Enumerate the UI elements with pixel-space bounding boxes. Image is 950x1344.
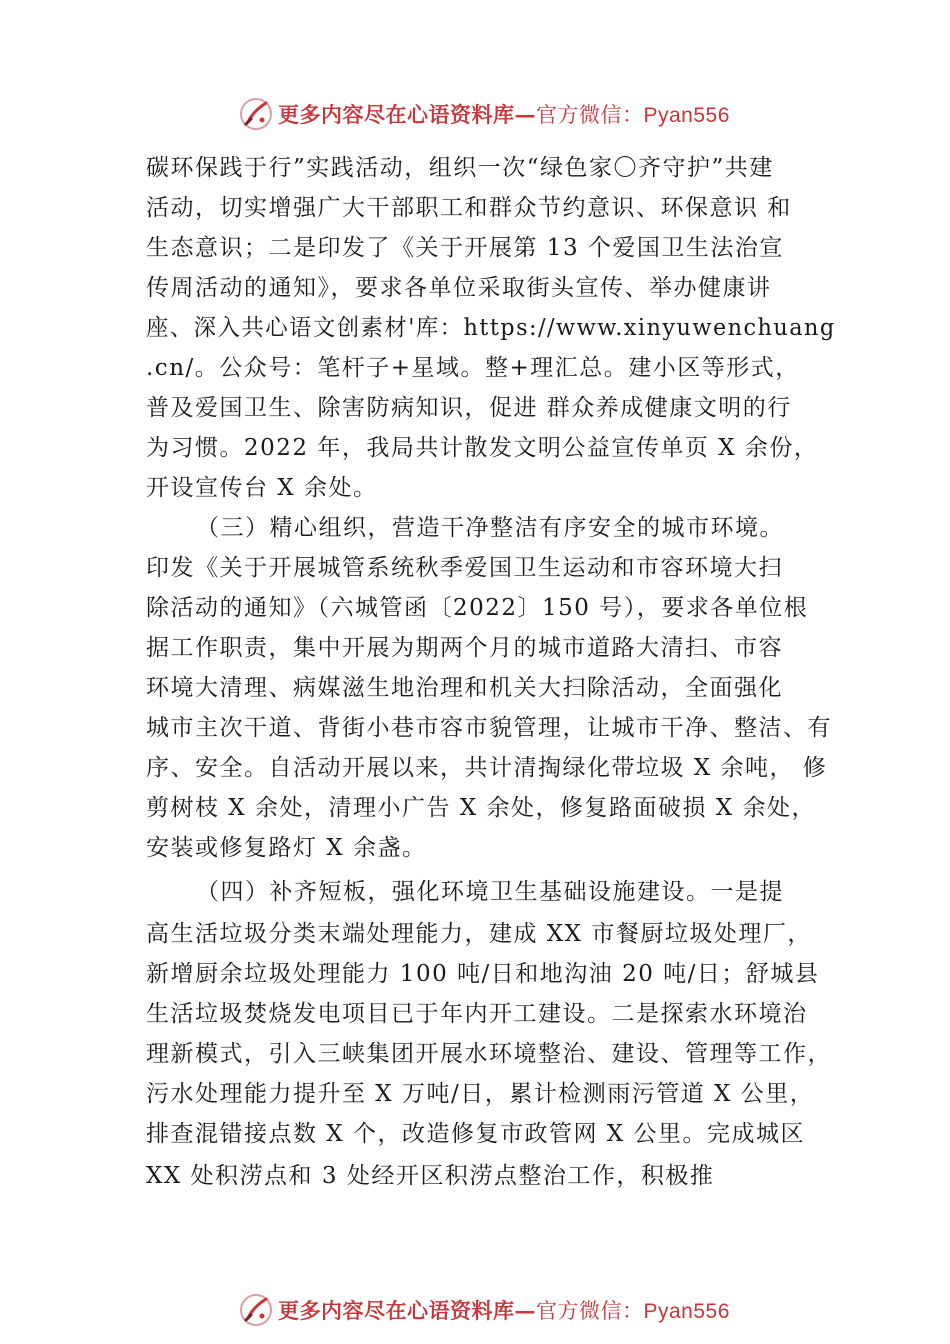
body-line: 高生活垃圾分类末端处理能力，建成 XX 市餐厨垃圾处理厂， — [146, 921, 812, 947]
body-line: 为习惯。2022 年，我局共计散发文明公益宣传单页 X 余份， — [146, 435, 819, 461]
footer-wechat-id: Pyan556 — [643, 1300, 730, 1323]
body-line: 碳环保践于行”实践活动，组织一次“绿色家〇齐守护”共建 — [146, 155, 774, 181]
body-line: 环境大清理、病媒滋生地治理和机关大扫除活动，全面强化 — [146, 675, 783, 701]
header-wechat-id: Pyan556 — [643, 104, 730, 127]
header-watermark-text — [278, 99, 730, 129]
footer-wechat-label: 官方微信： — [536, 1299, 644, 1323]
body-line: 序、安全。自活动开展以来，共计清掏绿化带垃圾 X 余吨， 修 — [146, 755, 828, 781]
body-line: 普及爱国卫生、除害防病知识，促进 群众养成健康文明的行 — [146, 395, 792, 421]
body-line: 传周活动的通知》，要求各单位采取街头宣传、举办健康讲 — [146, 275, 772, 301]
body-line: .cn/。公众号：笔杆子+星域。整+理汇总。建小区等形式， — [146, 355, 800, 381]
header-dash: — — [514, 102, 536, 127]
brush-logo-icon — [238, 96, 274, 132]
body-line: 城市主次干道、背街小巷市容市貌管理，让城市干净、整洁、有 — [146, 715, 832, 741]
section-heading-3: （三）精心组织，营造干净整洁有序安全的城市环境。 — [196, 515, 784, 541]
header-watermark — [238, 96, 730, 132]
body-line: XX 处积涝点和 3 处经开区积涝点整治工作，积极推 — [146, 1163, 715, 1189]
body-line: 理新模式，引入三峡集团开展水环境整治、建设、管理等工作， — [146, 1041, 832, 1067]
body-line: 座、深入共心语文创素材'库：https://www.xinyuwenchuang — [146, 315, 836, 341]
body-line: 据工作职责，集中开展为期两个月的城市道路大清扫、市容 — [146, 635, 783, 661]
brush-logo-icon — [238, 1292, 274, 1328]
body-line: 印发《关于开展城管系统秋季爱国卫生运动和市容环境大扫 — [146, 555, 783, 581]
body-line: 开设宣传台 X 余处。 — [146, 475, 378, 501]
body-line: 生态意识；二是印发了《关于开展第 13 个爱国卫生法治宣 — [146, 235, 784, 261]
section-heading-4: （四）补齐短板，强化环境卫生基础设施建设。一是提 — [196, 879, 784, 905]
header-wechat-label: 官方微信： — [536, 103, 644, 127]
header-site-name: 更多内容尽在心语资料库 — [278, 102, 515, 127]
body-line: 新增厨余垃圾处理能力 100 吨/日和地沟油 20 吨/日；舒城县 — [146, 961, 820, 987]
body-line: 安装或修复路灯 X 余盏。 — [146, 835, 427, 861]
body-line: 除活动的通知》（六城管函〔2022〕150 号），要求各单位根 — [146, 595, 809, 621]
body-line: 污水处理能力提升至 X 万吨/日，累计检测雨污管道 X 公里， — [146, 1081, 815, 1107]
body-line: 活动，切实增强广大干部职工和群众节约意识、环保意识 和 — [146, 195, 792, 221]
body-line: 生活垃圾焚烧发电项目已于年内开工建设。二是探索水环境治 — [146, 1001, 808, 1027]
footer-watermark-text — [278, 1295, 730, 1325]
footer-site-name: 更多内容尽在心语资料库 — [278, 1298, 515, 1323]
body-line: 剪树枝 X 余处，清理小广告 X 余处，修复路面破损 X 余处， — [146, 795, 816, 821]
body-line: 排查混错接点数 X 个，改造修复市政管网 X 公里。完成城区 — [146, 1121, 805, 1147]
footer-dash: — — [514, 1298, 536, 1323]
footer-watermark — [238, 1292, 730, 1328]
